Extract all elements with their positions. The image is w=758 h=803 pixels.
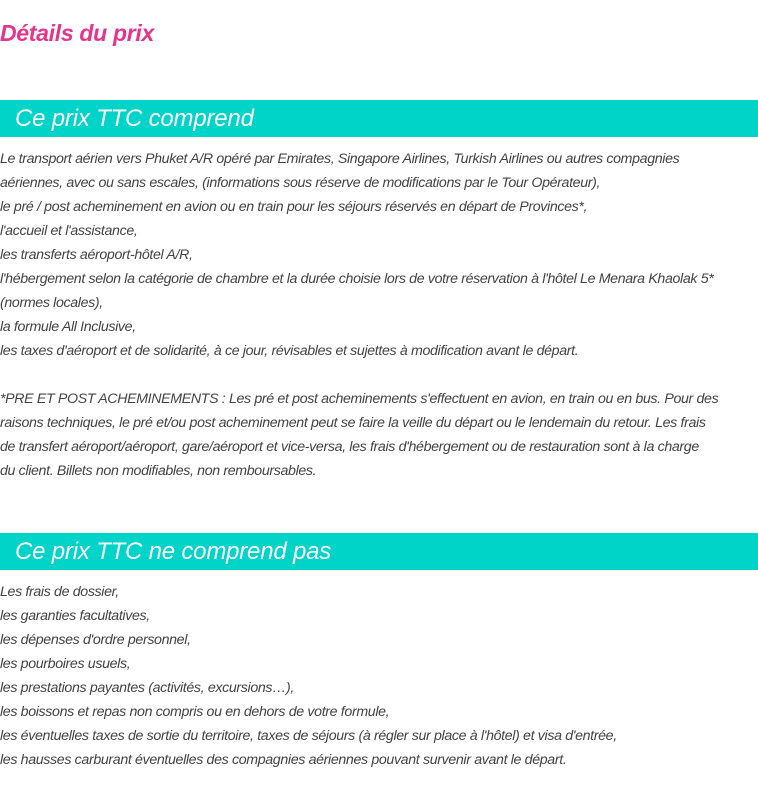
excluded-line: les pourboires usuels, xyxy=(0,656,131,672)
note-line: raisons techniques, le pré et/ou post acheminement peut se faire la veille du départ ou le lendemain du retour. Les frais xyxy=(0,415,706,431)
included-line: les transferts aéroport-hôtel A/R, xyxy=(0,247,193,263)
included-section-heading: Ce prix TTC comprend xyxy=(0,100,758,137)
included-list xyxy=(0,147,758,363)
excluded-list xyxy=(0,580,758,772)
included-line: l'accueil et l'assistance, xyxy=(0,223,138,239)
excluded-line: les garanties facultatives, xyxy=(0,608,150,624)
excluded-line: Les frais de dossier, xyxy=(0,584,119,600)
included-line: la formule All Inclusive, xyxy=(0,319,136,335)
included-line: les taxes d'aéroport et de solidarité, à ce jour, révisables et sujettes à modification avant le départ. xyxy=(0,343,579,359)
included-line: (normes locales), xyxy=(0,295,103,311)
note-line: du client. Billets non modifiables, non remboursables. xyxy=(0,463,317,479)
included-line: aériennes, avec ou sans escales, (informations sous réserve de modifications par le Tour Opérateur), xyxy=(0,175,601,191)
included-line: le pré / post acheminement en avion ou en train pour les séjours réservés en départ de Provinces*, xyxy=(0,199,588,215)
excluded-line: les prestations payantes (activités, excursions…), xyxy=(0,680,294,696)
included-line: Le transport aérien vers Phuket A/R opéré par Emirates, Singapore Airlines, Turkish Airlines ou autres compagnies xyxy=(0,151,680,167)
excluded-line: les hausses carburant éventuelles des compagnies aériennes pouvant survenir avant le départ. xyxy=(0,752,567,768)
excluded-line: les éventuelles taxes de sortie du territoire, taxes de séjours (à régler sur place à l'hôtel) et visa d'entrée, xyxy=(0,728,617,744)
excluded-section-heading: Ce prix TTC ne comprend pas xyxy=(0,533,758,570)
page-title: Détails du prix xyxy=(0,20,154,46)
included-line: l'hébergement selon la catégorie de chambre et la durée choisie lors de votre réservation à l'hôtel Le Menara Khaolak 5* xyxy=(0,271,714,287)
excluded-line: les dépenses d'ordre personnel, xyxy=(0,632,191,648)
excluded-line: les boissons et repas non compris ou en dehors de votre formule, xyxy=(0,704,390,720)
note-line: *PRE ET POST ACHEMINEMENTS : Les pré et post acheminements s'effectuent en avion, en train ou en bus. Pour des xyxy=(0,391,719,407)
note-line: de transfert aéroport/aéroport, gare/aéroport et vice-versa, les frais d'hébergement ou de restauration sont à la charge xyxy=(0,439,699,455)
transfer-note xyxy=(0,387,758,483)
